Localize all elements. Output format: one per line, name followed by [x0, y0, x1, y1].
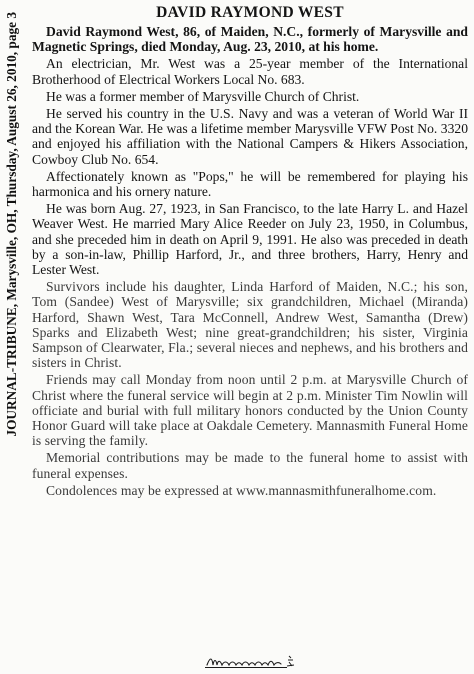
newspaper-citation: [2, 12, 22, 672]
obituary-paragraph-funeral: Friends may call Monday from noon until 2 p.m. at Marysville Church of Christ where the funeral service will begin at 2 p.m. Minister Tim Nowlin will officiate and burial with full military honors conducted by the Union County Honor Guard will take place at Oakdale Cemetery. Mannasmith Funeral Home is serving the family.: [32, 372, 468, 449]
obituary-paragraph-career: An electrician, Mr. West was a 25-year member of the International Brotherhood of Electrical Workers Local No. 683.: [32, 56, 468, 87]
obituary-paragraph-nickname: Affectionately known as "Pops," he will be remembered for playing his harmonica and his ornery nature.: [32, 168, 468, 200]
obituary-paragraph-memorial: Memorial contributions may be made to the funeral home to assist with funeral expenses.: [32, 450, 468, 481]
obituary-article: [32, 4, 468, 498]
obituary-paragraph-service: He served his country in the U.S. Navy and was a veteran of World War II and the Korean War. He was a lifetime member Marysville VFW Post No. 3320 and enjoyed his affiliation with the National Campers & Hikers Association, Cowboy Club No. 654.: [32, 106, 468, 167]
obituary-paragraph-intro: David Raymond West, 86, of Maiden, N.C., formerly of Marysville and Magnetic Springs, died Monday, Aug. 23, 2010, at his home.: [32, 24, 468, 55]
newspaper-citation-text: JOURNAL-TRIBUNE, Marysville, OH, Thursday, August 26, 2010, page 3: [4, 12, 19, 437]
obituary-paragraph-church: He was a former member of Marysville Church of Christ.: [46, 88, 360, 104]
funeral-home-signature-logo: [203, 654, 301, 670]
obituary-paragraph-survivors: Survivors include his daughter, Linda Harford of Maiden, N.C.; his son, Tom (Sandee) West of Marysville; six grandchildren, Michael (Miranda) Harford, Shawn West, Tara McConnell, Andrew West, Samantha (Drew) Sparks and Elizabeth West; nine great-grandchildren; his sister, Virginia Sampson of Clearwater, Fla.; several nieces and nephews, and his brothers and sisters in Christ.: [32, 279, 468, 371]
obituary-headline: DAVID RAYMOND WEST: [156, 4, 344, 21]
obituary-paragraph-condolences: Condolences may be expressed at www.mannasmithfuneralhome.com.: [46, 482, 437, 498]
obituary-paragraph-family-history: He was born Aug. 27, 1923, in San Francisco, to the late Harry L. and Hazel Weaver West. He married Mary Alice Reeder on July 23, 1950, in Columbus, and she preceded him in death on April 9, 1991. He also was preceded in death by a son-in-law, Phillip Harford, Jr., and three brothers, Harry, Henry and Lester West.: [32, 201, 468, 278]
